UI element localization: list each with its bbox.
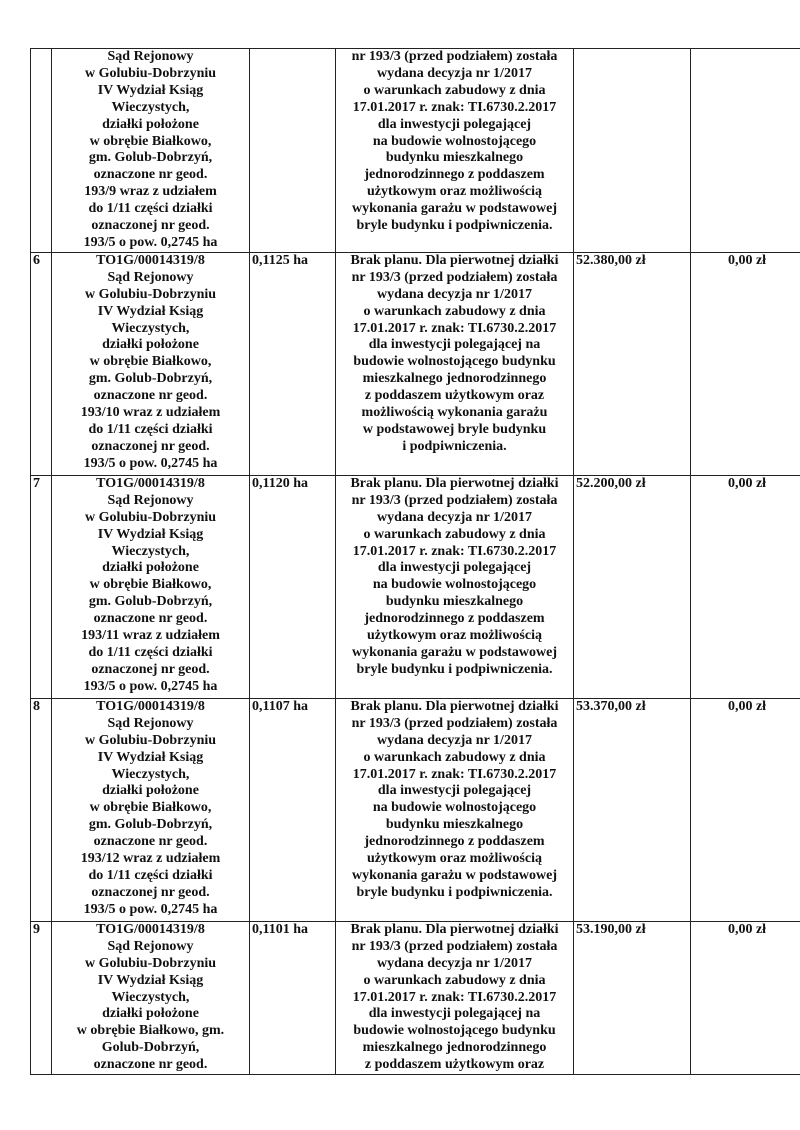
zoning-description-line: Brak planu. Dla pierwotnej działki: [350, 921, 559, 937]
land-register-line: oznaczone nr geod.: [93, 611, 208, 627]
zoning-description-line: budynku mieszkalnego: [385, 150, 524, 166]
tax-cell: [691, 252, 800, 475]
zoning-description-line: 17.01.2017 r. znak: TI.6730.2.2017: [352, 320, 557, 336]
table-row: [31, 49, 800, 253]
land-register-line: w obrębie Białkowo,: [89, 577, 212, 593]
land-register-cell: [52, 49, 250, 253]
tax-cell: [691, 475, 800, 698]
land-register-line: TO1G/00014319/8: [96, 921, 205, 937]
land-register-line: oznaczonej nr geod.: [91, 438, 210, 454]
lot-number: 6: [33, 252, 40, 268]
land-register-line: Golub-Dobrzyń,: [101, 1040, 200, 1056]
area-cell: [250, 252, 336, 475]
zoning-description-line: wydana decyzja nr 1/2017: [377, 732, 532, 748]
zoning-description-line: budynku mieszkalnego: [385, 594, 524, 610]
zoning-description-line: o warunkach zabudowy z dnia: [363, 526, 546, 542]
land-register-line: w Golubiu-Dobrzyniu: [84, 286, 217, 302]
land-register-line: Sąd Rejonowy: [107, 492, 194, 508]
zoning-description-line: bryle budynku i podpiwniczenia.: [356, 218, 553, 234]
zoning-description-line: o warunkach zabudowy z dnia: [363, 972, 546, 988]
lot-number: 9: [33, 921, 40, 937]
land-register-line: działki położone: [102, 560, 199, 576]
land-register-line: oznaczone nr geod.: [93, 388, 208, 404]
tax-cell: [691, 49, 800, 253]
land-register-line: 193/5 o pow. 0,2745 ha: [83, 234, 218, 250]
land-register-line: oznaczonej nr geod.: [91, 884, 210, 900]
zoning-description-line: w podstawowej bryle budynku: [362, 421, 547, 437]
zoning-description-line: nr 193/3 (przed podziałem) została: [351, 269, 558, 285]
tax-cell: [691, 921, 800, 1074]
zoning-description-line: wydana decyzja nr 1/2017: [377, 509, 532, 525]
land-register-line: w obrębie Białkowo,: [89, 133, 212, 149]
land-register-line: Wieczystych,: [111, 989, 190, 1005]
land-register-line: w obrębie Białkowo,: [89, 354, 212, 370]
plot-area: 0,1107 ha: [252, 698, 309, 714]
land-register-line: 193/10 wraz z udziałem: [80, 405, 221, 421]
zoning-description-line: wykonania garażu w podstawowej: [352, 201, 557, 217]
land-register-line: IV Wydział Ksiąg: [97, 526, 204, 542]
zoning-description-cell: [336, 698, 574, 921]
zoning-description-line: budowie wolnostojącego budynku: [353, 354, 556, 370]
area-cell: [250, 698, 336, 921]
land-register-line: w Golubiu-Dobrzyniu: [84, 65, 217, 81]
land-register-line: działki położone: [102, 337, 199, 353]
land-register-line: w obrębie Białkowo, gm.: [76, 1023, 225, 1039]
land-register-line: gm. Golub-Dobrzyń,: [88, 150, 213, 166]
land-register-line: 193/5 o pow. 0,2745 ha: [83, 455, 218, 471]
land-register-line: Wieczystych,: [111, 543, 190, 559]
land-register-line: działki położone: [102, 783, 199, 799]
lot-number-cell: [31, 252, 52, 475]
land-register-line: Wieczystych,: [111, 766, 190, 782]
zoning-description-line: budowie wolnostojącego budynku: [353, 1023, 556, 1039]
zoning-description-line: wykonania garażu w podstawowej: [352, 867, 557, 883]
starting-price: 53.190,00 zł: [576, 921, 646, 937]
zoning-description-line: nr 193/3 (przed podziałem) została: [351, 49, 558, 64]
land-register-line: TO1G/00014319/8: [96, 475, 205, 491]
zoning-description-line: jednorodzinnego z poddaszem: [364, 167, 545, 183]
tax-amount: 0,00 zł: [727, 921, 767, 937]
zoning-description-line: i podpiwniczenia.: [402, 438, 507, 454]
land-register-line: Sąd Rejonowy: [107, 269, 194, 285]
land-register-line: gm. Golub-Dobrzyń,: [88, 817, 213, 833]
tax-cell: [691, 698, 800, 921]
zoning-description-line: dla inwestycji polegającej: [377, 116, 532, 132]
zoning-description-line: dla inwestycji polegającej na: [368, 1006, 541, 1022]
land-register-line: w Golubiu-Dobrzyniu: [84, 509, 217, 525]
starting-price: 52.200,00 zł: [576, 475, 646, 491]
lot-number-cell: [31, 49, 52, 253]
land-register-line: 193/5 o pow. 0,2745 ha: [83, 901, 218, 917]
land-register-line: Wieczystych,: [111, 99, 190, 115]
plot-area: 0,1125 ha: [252, 252, 309, 268]
price-cell: [574, 921, 691, 1074]
zoning-description-line: wydana decyzja nr 1/2017: [377, 955, 532, 971]
price-cell: [574, 698, 691, 921]
area-cell: [250, 921, 336, 1074]
zoning-description-line: nr 193/3 (przed podziałem) została: [351, 715, 558, 731]
lot-number-cell: [31, 698, 52, 921]
land-register-line: IV Wydział Ksiąg: [97, 303, 204, 319]
land-register-line: Wieczystych,: [111, 320, 190, 336]
table-row: [31, 698, 800, 921]
lot-number: 8: [33, 698, 40, 714]
land-register-line: gm. Golub-Dobrzyń,: [88, 594, 213, 610]
zoning-description-line: możliwością wykonania garażu: [361, 405, 548, 421]
tax-amount: 0,00 zł: [727, 475, 767, 491]
zoning-description-line: Brak planu. Dla pierwotnej działki: [350, 252, 559, 268]
land-register-cell: [52, 252, 250, 475]
zoning-description-line: Brak planu. Dla pierwotnej działki: [350, 475, 559, 491]
zoning-description-line: 17.01.2017 r. znak: TI.6730.2.2017: [352, 989, 557, 1005]
zoning-description-line: dla inwestycji polegającej: [377, 783, 532, 799]
lot-number-cell: [31, 475, 52, 698]
zoning-description-line: z poddaszem użytkowym oraz: [364, 388, 545, 404]
area-cell: [250, 475, 336, 698]
zoning-description-line: bryle budynku i podpiwniczenia.: [356, 884, 553, 900]
lot-number-cell: [31, 921, 52, 1074]
zoning-description-line: dla inwestycji polegającej na: [368, 337, 541, 353]
starting-price: 52.380,00 zł: [576, 252, 646, 268]
tax-amount: 0,00 zł: [727, 252, 767, 268]
land-register-line: działki położone: [102, 1006, 199, 1022]
zoning-description-line: nr 193/3 (przed podziałem) została: [351, 938, 558, 954]
land-register-line: oznaczonej nr geod.: [91, 661, 210, 677]
zoning-description-line: wydana decyzja nr 1/2017: [377, 65, 532, 81]
tax-amount: 0,00 zł: [727, 698, 767, 714]
zoning-description-line: mieszkalnego jednorodzinnego: [362, 371, 547, 387]
zoning-description-line: na budowie wolnostojącego: [372, 800, 537, 816]
zoning-description-line: dla inwestycji polegającej: [377, 560, 532, 576]
land-register-line: 193/5 o pow. 0,2745 ha: [83, 678, 218, 694]
price-cell: [574, 49, 691, 253]
price-cell: [574, 252, 691, 475]
zoning-description-line: użytkowym oraz możliwością: [367, 851, 542, 867]
zoning-description-line: Brak planu. Dla pierwotnej działki: [350, 698, 559, 714]
zoning-description-cell: [336, 921, 574, 1074]
land-register-line: oznaczone nr geod.: [93, 1057, 208, 1073]
land-register-line: w Golubiu-Dobrzyniu: [84, 732, 217, 748]
zoning-description-line: bryle budynku i podpiwniczenia.: [356, 661, 553, 677]
land-register-line: TO1G/00014319/8: [96, 252, 205, 268]
land-register-line: TO1G/00014319/8: [96, 698, 205, 714]
land-register-line: 193/12 wraz z udziałem: [80, 851, 221, 867]
property-table-body: [31, 49, 800, 1075]
table-row: [31, 475, 800, 698]
zoning-description-line: mieszkalnego jednorodzinnego: [362, 1040, 547, 1056]
lot-number: 7: [33, 475, 40, 491]
zoning-description-line: wydana decyzja nr 1/2017: [377, 286, 532, 302]
land-register-line: gm. Golub-Dobrzyń,: [88, 371, 213, 387]
zoning-description-line: jednorodzinnego z poddaszem: [364, 834, 545, 850]
zoning-description-line: o warunkach zabudowy z dnia: [363, 303, 546, 319]
land-register-line: Sąd Rejonowy: [107, 49, 194, 64]
zoning-description-line: użytkowym oraz możliwością: [367, 184, 542, 200]
zoning-description-line: budynku mieszkalnego: [385, 817, 524, 833]
land-register-cell: [52, 475, 250, 698]
land-register-line: IV Wydział Ksiąg: [97, 972, 204, 988]
zoning-description-line: na budowie wolnostojącego: [372, 577, 537, 593]
zoning-description-line: na budowie wolnostojącego: [372, 133, 537, 149]
price-cell: [574, 475, 691, 698]
zoning-description-cell: [336, 49, 574, 253]
land-register-line: do 1/11 części działki: [88, 644, 213, 660]
zoning-description-line: 17.01.2017 r. znak: TI.6730.2.2017: [352, 766, 557, 782]
land-register-line: do 1/11 części działki: [88, 867, 213, 883]
zoning-description-line: 17.01.2017 r. znak: TI.6730.2.2017: [352, 543, 557, 559]
land-register-line: do 1/11 części działki: [88, 421, 213, 437]
land-register-line: 193/9 wraz z udziałem: [84, 184, 217, 200]
property-table: [30, 48, 800, 1075]
plot-area: 0,1120 ha: [252, 475, 309, 491]
starting-price: 53.370,00 zł: [576, 698, 646, 714]
table-row: [31, 921, 800, 1074]
zoning-description-line: o warunkach zabudowy z dnia: [363, 749, 546, 765]
zoning-description-cell: [336, 252, 574, 475]
zoning-description-cell: [336, 475, 574, 698]
area-cell: [250, 49, 336, 253]
land-register-cell: [52, 921, 250, 1074]
zoning-description-line: wykonania garażu w podstawowej: [352, 644, 557, 660]
land-register-line: 193/11 wraz z udziałem: [81, 628, 220, 644]
table-row: [31, 252, 800, 475]
land-register-line: Sąd Rejonowy: [107, 938, 194, 954]
land-register-line: oznaczone nr geod.: [93, 834, 208, 850]
land-register-line: oznaczone nr geod.: [93, 167, 208, 183]
land-register-line: IV Wydział Ksiąg: [97, 82, 204, 98]
zoning-description-line: użytkowym oraz możliwością: [367, 628, 542, 644]
land-register-line: IV Wydział Ksiąg: [97, 749, 204, 765]
land-register-line: do 1/11 części działki: [88, 201, 213, 217]
land-register-cell: [52, 698, 250, 921]
land-register-line: działki położone: [102, 116, 199, 132]
zoning-description-line: o warunkach zabudowy z dnia: [363, 82, 546, 98]
zoning-description-line: z poddaszem użytkowym oraz: [364, 1057, 545, 1073]
plot-area: 0,1101 ha: [252, 921, 309, 937]
land-register-line: Sąd Rejonowy: [107, 715, 194, 731]
land-register-line: oznaczonej nr geod.: [91, 218, 210, 234]
zoning-description-line: jednorodzinnego z poddaszem: [364, 611, 545, 627]
land-register-line: w obrębie Białkowo,: [89, 800, 212, 816]
zoning-description-line: 17.01.2017 r. znak: TI.6730.2.2017: [352, 99, 557, 115]
zoning-description-line: nr 193/3 (przed podziałem) została: [351, 492, 558, 508]
land-register-line: w Golubiu-Dobrzyniu: [84, 955, 217, 971]
